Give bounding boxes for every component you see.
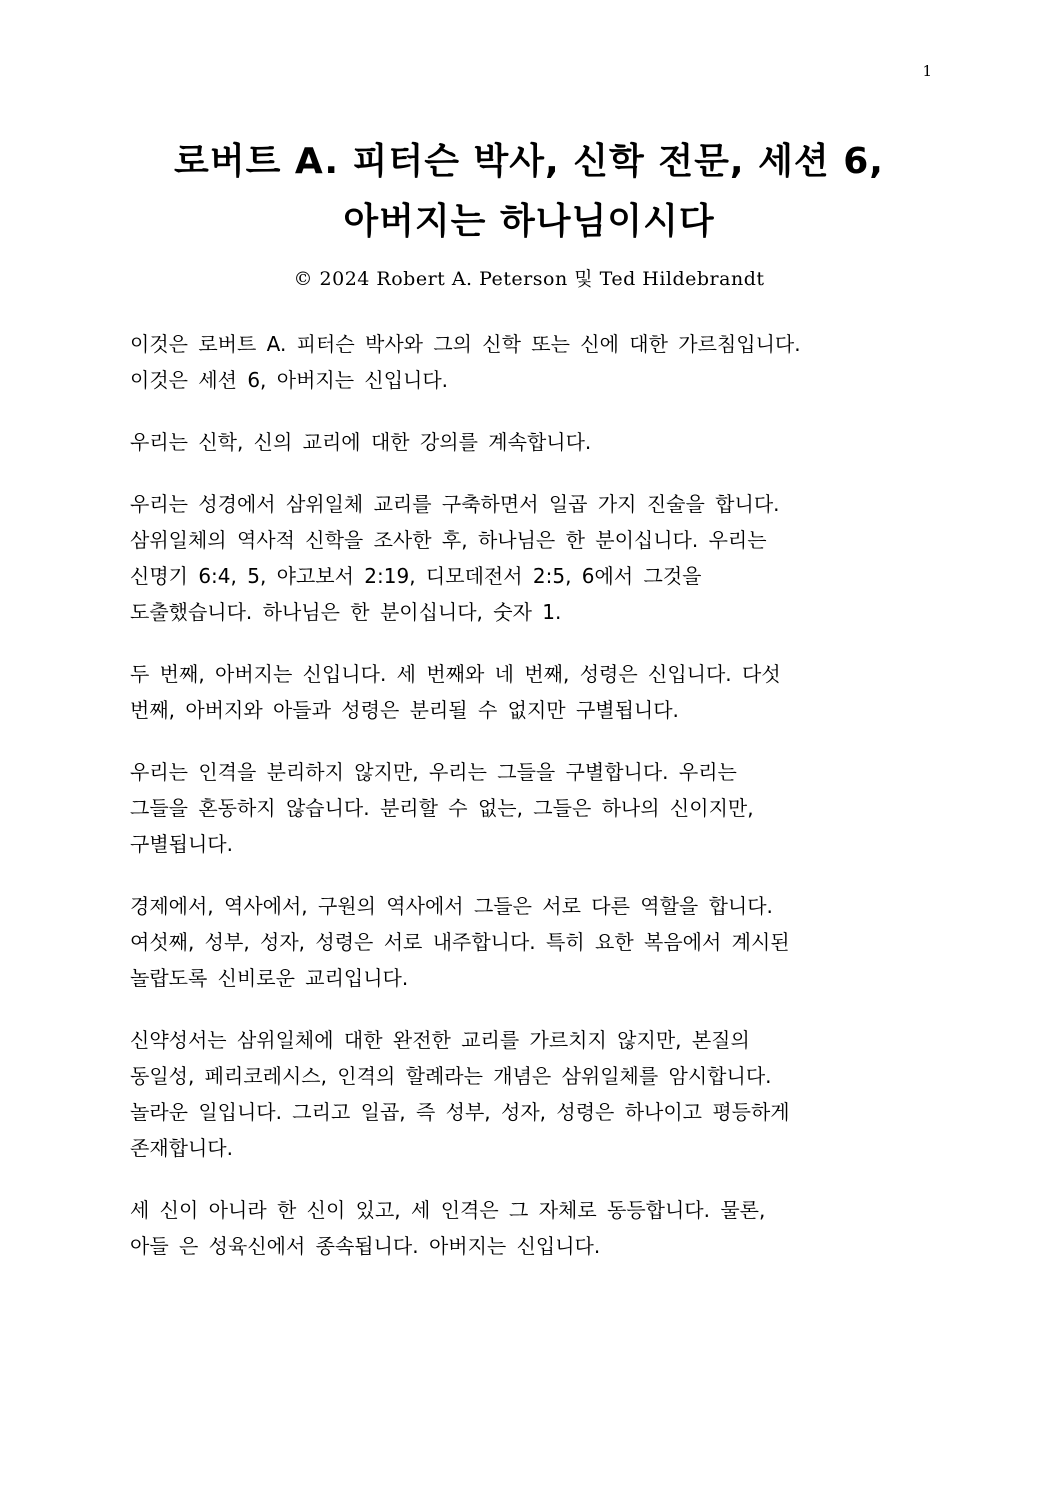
paragraph: 경제에서, 역사에서, 구원의 역사에서 그들은 서로 다른 역할을 합니다. 여섯째, 성부, 성자, 성령은 서로 내주합니다. 특히 요한 복음에서 계시된 놀랍도록 신비로운 교리입니다.	[130, 894, 790, 990]
paragraph: 세 신이 아니라 한 신이 있고, 세 인격은 그 자체로 동등합니다. 물론, 아들 은 성육신에서 종속됩니다. 아버지는 신입니다.	[130, 1198, 766, 1258]
paragraph: 신약성서는 삼위일체에 대한 완전한 교리를 가르치지 않지만, 본질의 동일성, 페리코레시스, 인격의 할례라는 개념은 삼위일체를 암시합니다. 놀라운 일입니다. 그리고 일곱, 즉 성부, 성자, 성령은 하나이고 평등하게 존재합니다.	[130, 1028, 790, 1160]
paragraph: 우리는 성경에서 삼위일체 교리를 구축하면서 일곱 가지 진술을 합니다. 삼위일체의 역사적 신학을 조사한 후, 하나님은 한 분이십니다. 우리는 신명기 6:4, 5, 야고보서 2:19, 디모데전서 2:5, 6에서 그것을 도출했습니다. 하나님은 한 분이십니다, 숫자 1.	[130, 492, 780, 624]
title-block	[0, 132, 1058, 291]
title-line-2: 아버지는 하나님이시다	[343, 201, 715, 242]
title-line-1: 로버트 A. 피터슨 박사, 신학 전문, 세션 6,	[174, 141, 884, 182]
document-body	[130, 326, 930, 1290]
paragraph: 우리는 인격을 분리하지 않지만, 우리는 그들을 구별합니다. 우리는 그들을 혼동하지 않습니다. 분리할 수 없는, 그들은 하나의 신이지만, 구별됩니다.	[130, 760, 754, 856]
paragraph: 두 번째, 아버지는 신입니다. 세 번째와 네 번째, 성령은 신입니다. 다섯 번째, 아버지와 아들과 성령은 분리될 수 없지만 구별됩니다.	[130, 662, 781, 722]
document-title	[0, 132, 1058, 252]
page-number: 1	[922, 62, 932, 80]
paragraph: 이것은 로버트 A. 피터슨 박사와 그의 신학 또는 신에 대한 가르침입니다. 이것은 세션 6, 아버지는 신입니다.	[130, 332, 801, 392]
copyright-line: © 2024 Robert A. Peterson 및 Ted Hildebrandt	[293, 268, 765, 290]
paragraph: 우리는 신학, 신의 교리에 대한 강의를 계속합니다.	[130, 430, 592, 454]
